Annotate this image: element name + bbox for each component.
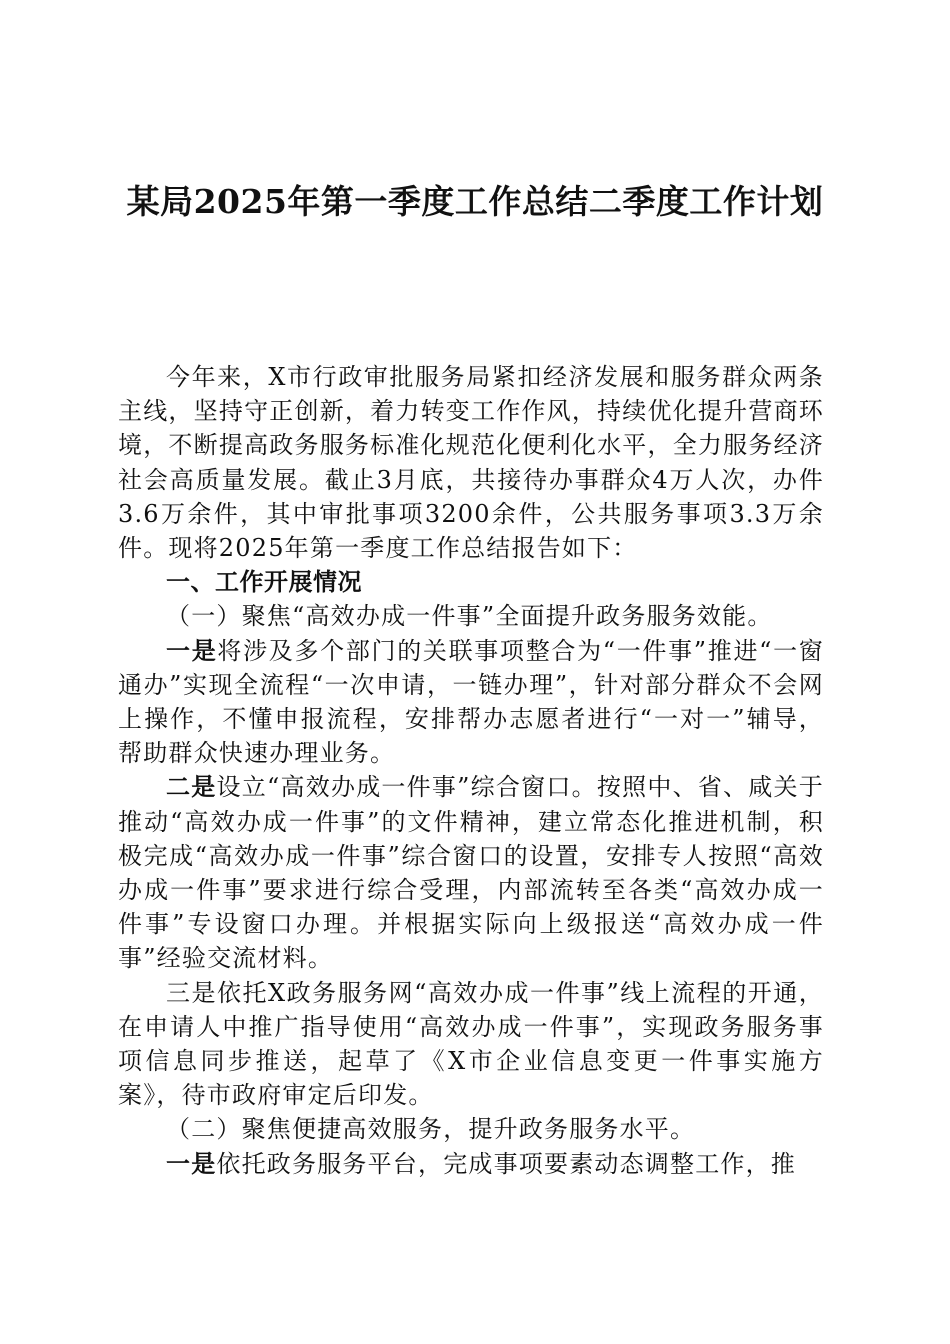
point-lead-one: 一是 xyxy=(166,635,218,665)
document-body xyxy=(118,360,824,1181)
subsection-heading-efficiency: （一）聚焦“高效办成一件事”全面提升政务服务效能。 xyxy=(166,602,773,631)
intro-paragraph: 今年来，X市行政审批服务局紧扣经济发展和服务群众两条主线，坚持守正创新，着力转变工作作风，持续优化提升营商环境，不断提高政务服务标准化规范化便利化水平，全力服务经济社会高质量发展。截止3月底，共接待办事群众4万人次，办件3.6万余件，其中审批事项3200余件，公共服务事项3.3万余件。现将2025年第一季度工作总结报告如下： xyxy=(118,363,824,563)
paragraph-sub2-point-one xyxy=(118,1147,824,1181)
point-lead-two: 二是 xyxy=(166,772,217,802)
sub2-point-text-one: 依托政务服务平台，完成事项要素动态调整工作，推 xyxy=(216,1149,797,1178)
paragraph-point-two xyxy=(118,770,824,975)
subsection-heading-convenience: （二）聚焦便捷高效服务，提升政务服务水平。 xyxy=(166,1115,696,1144)
point-text-two: 设立“高效办成一件事”综合窗口。按照中、省、咸关于推动“高效办成一件事”的文件精神，建立常态化推进机制，积极完成“高效办成一件事”综合窗口的设置，安排专人按照“高效办成一件事”要求进行综合受理，内部流转至各类“高效办成一件事”专设窗口办理。并根据实际向上级报送“高效办成一件事”经验交流材料。 xyxy=(118,773,824,973)
paragraph-point-three: 三是依托X政务服务网“高效办成一件事”线上流程的开通，在申请人中推广指导使用“高效办成一件事”，实现政务服务事项信息同步推送，起草了《X市企业信息变更一件事实施方案》，待市政府审定后印发。 xyxy=(118,978,824,1110)
point-text-one: 将涉及多个部门的关联事项整合为“一件事”推进“一窗通办”实现全流程“一次申请，一链办理”，针对部分群众不会网上操作，不懂申报流程，安排帮办志愿者进行“一对一”辅导，帮助群众快速办理业务。 xyxy=(118,636,824,768)
document-title: 某局2025年第一季度工作总结二季度工作计划 xyxy=(126,182,824,221)
sub2-point-lead-one: 一是 xyxy=(166,1148,217,1178)
paragraph-point-one xyxy=(118,634,824,771)
section-heading-work-progress: 一、工作开展情况 xyxy=(166,568,362,597)
